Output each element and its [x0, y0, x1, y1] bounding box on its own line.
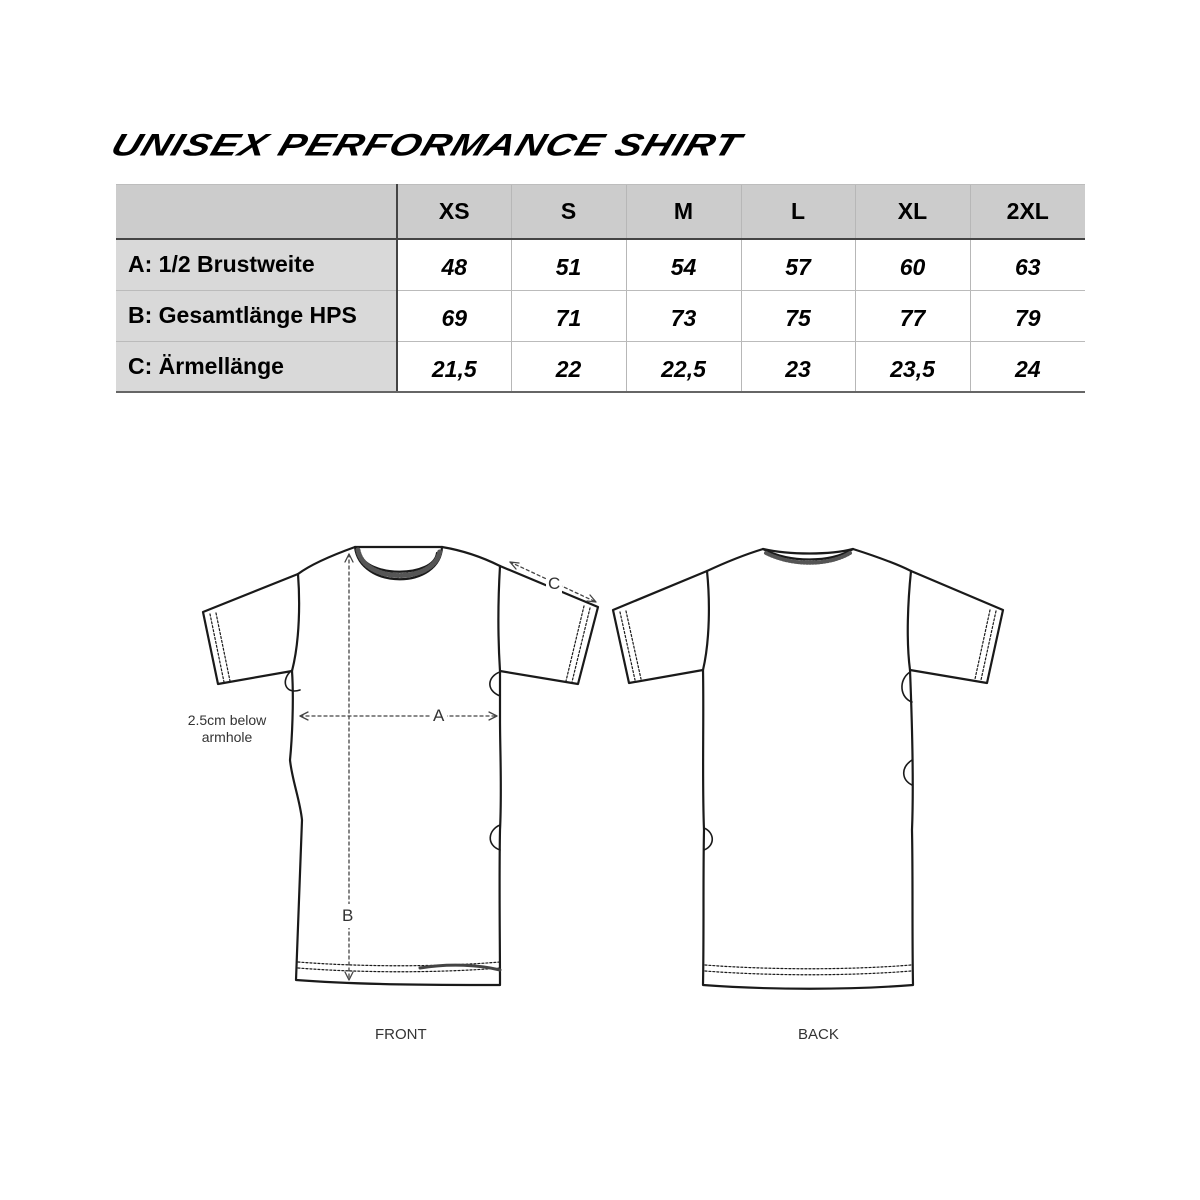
left-sleeve-hem-stitch: [216, 613, 230, 681]
left-sleeve-hem-stitch: [620, 612, 635, 680]
size-header-xl: XL: [855, 185, 970, 240]
size-header-l: L: [741, 185, 855, 240]
table-cell: 22,5: [626, 341, 741, 392]
armhole-note-line1: 2.5cm below: [187, 712, 267, 728]
right-sleeve-hem-stitch: [975, 610, 990, 679]
table-cell: 79: [970, 290, 1085, 341]
row-label-length: B: Gesamtlänge HPS: [116, 290, 397, 341]
left-armhole-seam: [292, 574, 299, 671]
right-armhole-seam: [908, 571, 911, 670]
left-sleeve-hem-stitch: [210, 614, 224, 682]
table-cell: 75: [741, 290, 855, 341]
fold-line: [490, 825, 500, 850]
shirt-back-drawing: [613, 549, 1003, 989]
table-cell: 51: [511, 239, 626, 290]
marker-c-label: C: [548, 574, 561, 593]
front-label: FRONT: [375, 1026, 427, 1043]
table-cell: 24: [970, 341, 1085, 392]
front-outline: [203, 547, 598, 985]
table-cell: 77: [855, 290, 970, 341]
size-header-2xl: 2XL: [970, 185, 1085, 240]
table-cell: 60: [855, 239, 970, 290]
front-hem-stitch: [298, 968, 500, 972]
back-label: BACK: [798, 1026, 839, 1043]
size-header-m: M: [626, 185, 741, 240]
armhole-note: [180, 712, 274, 746]
row-label-sleeve: C: Ärmellänge: [116, 341, 397, 392]
size-header-s: S: [511, 185, 626, 240]
shirt-front-drawing: [203, 547, 598, 985]
table-cell: 23: [741, 341, 855, 392]
fold-line: [904, 760, 912, 785]
table-cell: 22: [511, 341, 626, 392]
size-header-xs: XS: [397, 185, 511, 240]
table-cell: 63: [970, 239, 1085, 290]
row-label-chest: A: 1/2 Brustweite: [116, 239, 397, 290]
marker-a-label: A: [430, 706, 447, 726]
table-cell: 69: [397, 290, 511, 341]
back-hem-stitch: [705, 971, 911, 975]
left-armhole-seam: [703, 571, 709, 670]
table-cell: 57: [741, 239, 855, 290]
right-sleeve-hem-stitch: [981, 611, 996, 680]
table-cell: 23,5: [855, 341, 970, 392]
table-cell: 48: [397, 239, 511, 290]
marker-b-label: B: [341, 904, 354, 928]
armhole-note-line2: armhole: [201, 729, 253, 745]
table-cell: 21,5: [397, 341, 511, 392]
table-cell: 71: [511, 290, 626, 341]
back-hem-stitch: [705, 965, 911, 969]
fold-line: [490, 672, 500, 696]
right-armhole-seam: [499, 566, 501, 671]
page-title: UNISEX PERFORMANCE SHIRT: [106, 128, 746, 163]
table-cell: 73: [626, 290, 741, 341]
table-cell: 54: [626, 239, 741, 290]
back-outline: [613, 549, 1003, 989]
left-sleeve-hem-stitch: [626, 611, 641, 679]
fold-line: [704, 828, 712, 850]
